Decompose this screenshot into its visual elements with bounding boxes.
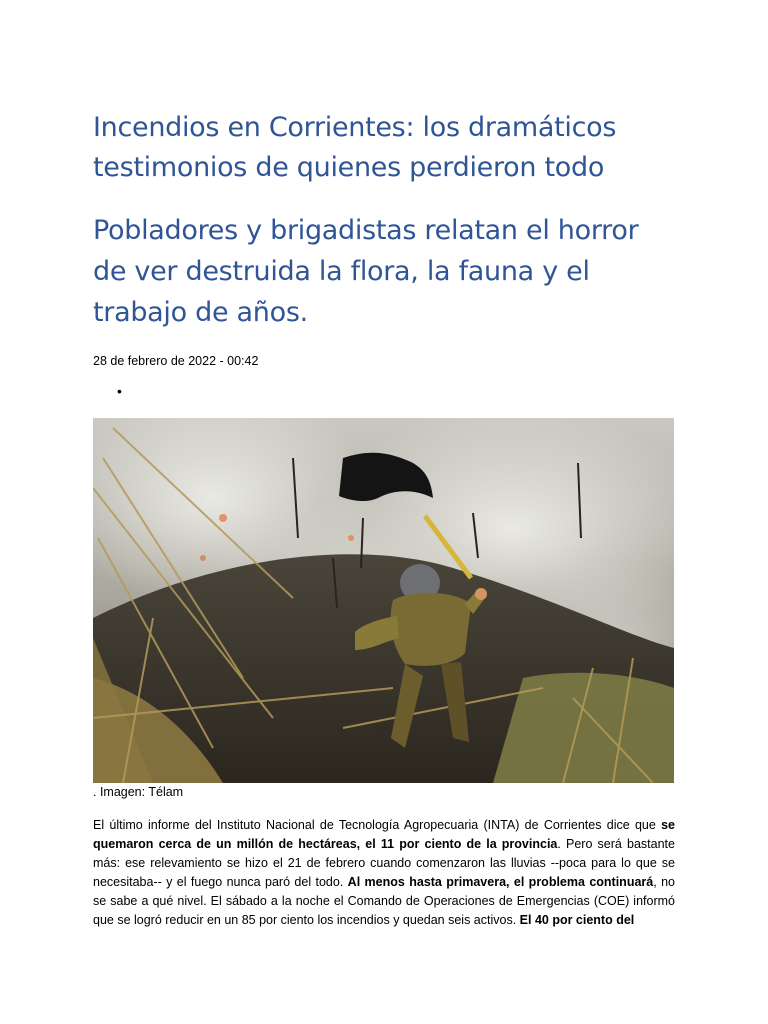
article-title: Incendios en Corrientes: los dramáticos testimonios de quienes perdieron todo [93, 112, 617, 183]
body-run-bold: El 40 por ciento del [519, 913, 635, 927]
article-date: 28 de febrero de 2022 - 00:42 [93, 354, 259, 368]
body-run-bold: se quemaron cerca de un millón de hectáreas, el 11 por ciento de la provincia [93, 818, 675, 851]
body-run: El último informe del Instituto Nacional de Tecnología Agropecuaria (INTA) de Corrientes dice que [93, 818, 662, 832]
photo-caption: . Imagen: Télam [93, 785, 184, 799]
article-photo [93, 418, 674, 783]
article-body [93, 816, 675, 930]
body-run-bold: Al menos hasta primavera, el problema continuará [347, 875, 654, 889]
bullet-item: • [117, 383, 122, 399]
body-run: . Pero será bastante más: ese relevamiento se hizo el 21 de febrero cuando comenzaron las lluvias --poca para lo que se necesitaba-- y el fuego nunca paró del todo. [93, 837, 675, 889]
share-bullet-list [93, 382, 122, 400]
body-run: , no se sabe a qué nivel. El sábado a la noche el Comando de Operaciones de Emergencias (COE) informó que se logró reducir en un 85 por ciento los incendios y quedan seis activos. [93, 875, 675, 927]
firefighter-photo-illustration [93, 418, 674, 783]
article-subtitle: Pobladores y brigadistas relatan el horror de ver destruida la flora, la fauna y el trabajo de años. [93, 215, 639, 328]
